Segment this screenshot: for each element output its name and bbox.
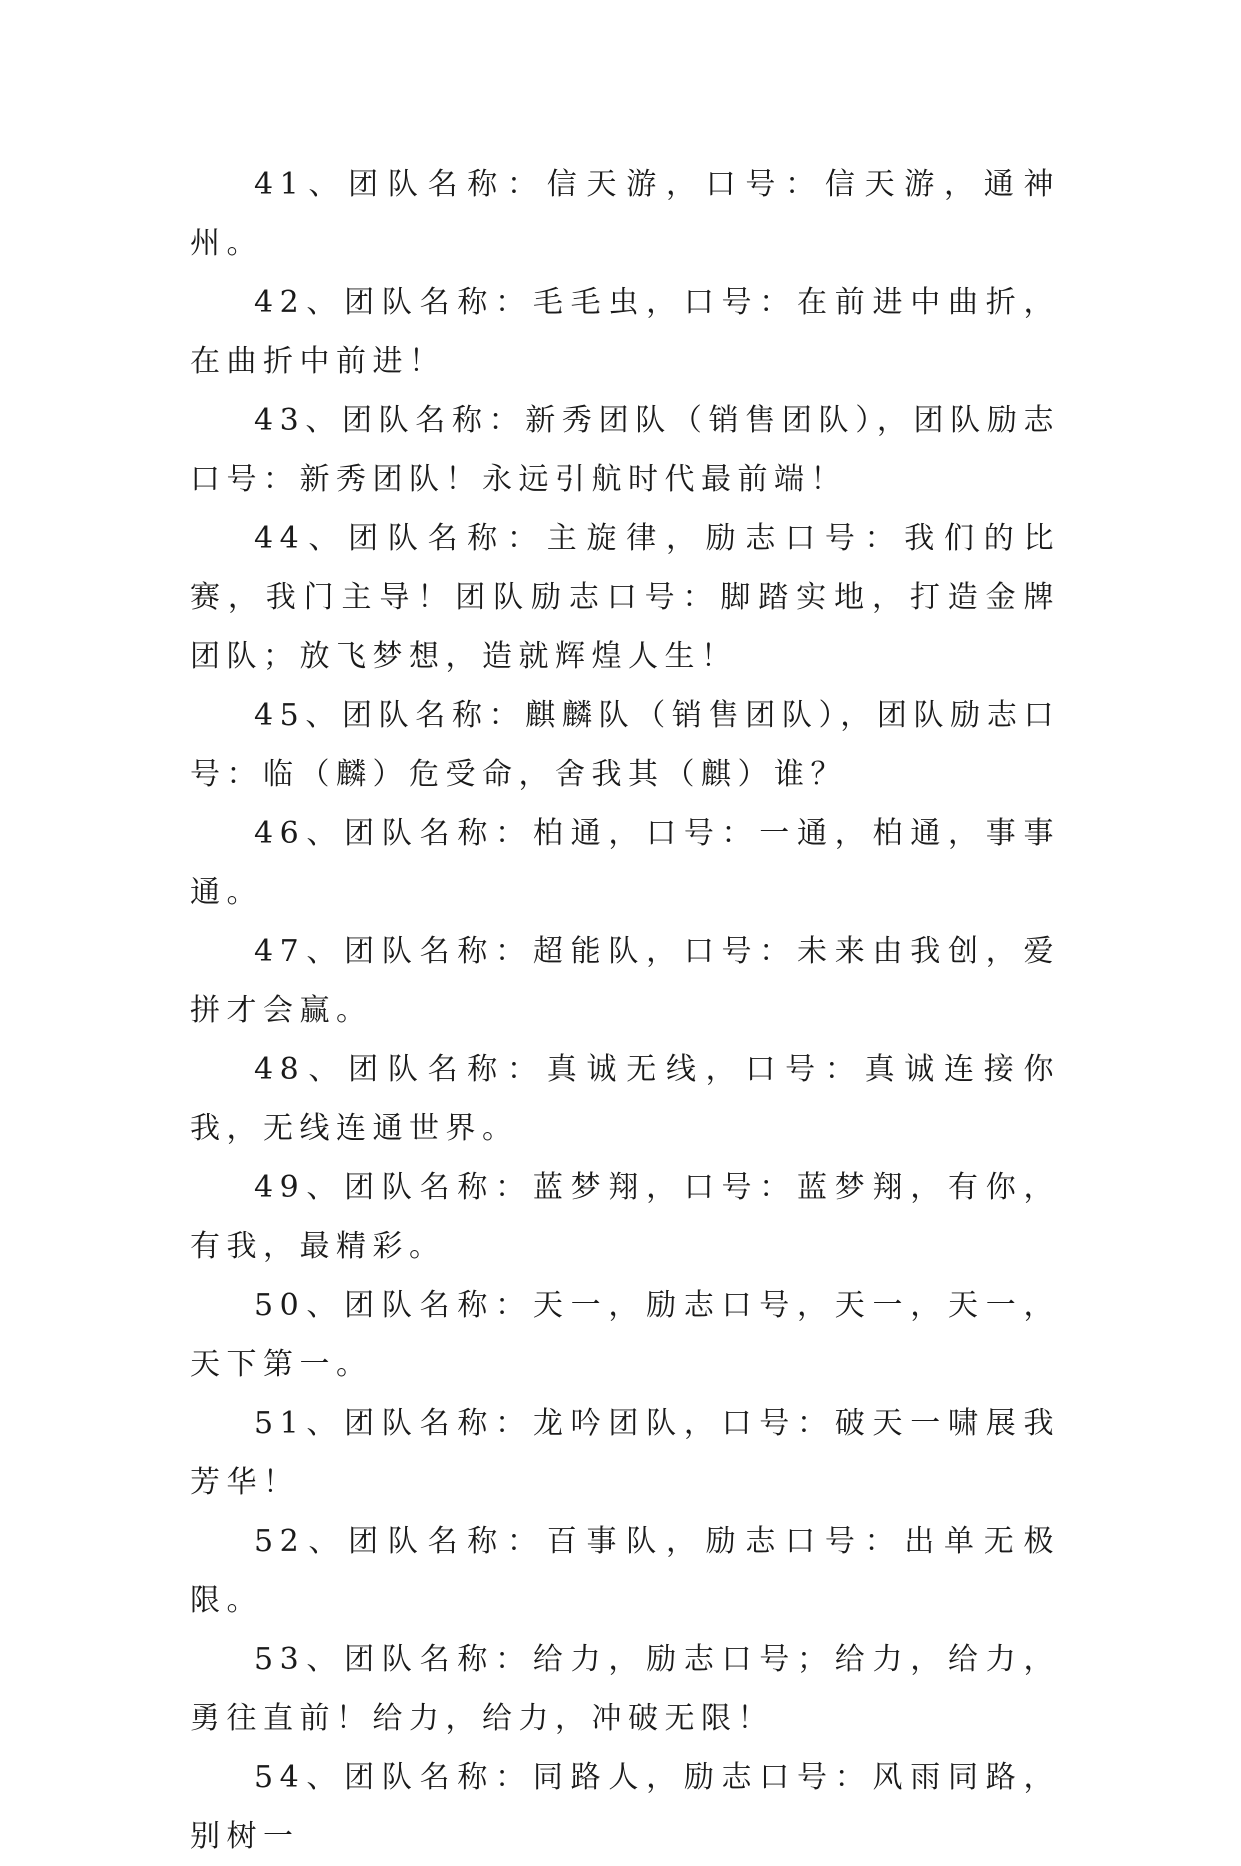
team-slogan-49: 49、团队名称：蓝梦翔，口号：蓝梦翔，有你，有我，最精彩。 — [190, 1170, 1060, 1264]
team-slogan-44: 44、团队名称：主旋律，励志口号：我们的比赛，我门主导！团队励志口号：脚踏实地，打造金牌团队；放飞梦想，造就辉煌人生！ — [190, 521, 1060, 674]
team-slogan-53: 53、团队名称：给力，励志口号；给力，给力，勇往直前！给力，给力，冲破无限！ — [190, 1642, 1060, 1736]
team-slogan-45: 45、团队名称：麒麟队（销售团队），团队励志口号：临（麟）危受命，舍我其（麒）谁？ — [190, 698, 1060, 792]
team-slogan-42: 42、团队名称：毛毛虫，口号：在前进中曲折，在曲折中前进！ — [190, 285, 1060, 379]
team-slogan-48: 48、团队名称：真诚无线，口号：真诚连接你我，无线连通世界。 — [190, 1052, 1060, 1146]
team-slogan-41: 41、团队名称：信天游，口号：信天游，通神州。 — [190, 167, 1060, 261]
team-slogan-46: 46、团队名称：柏通，口号：一通，柏通，事事通。 — [190, 816, 1060, 910]
team-slogan-51: 51、团队名称：龙吟团队，口号：破天一啸展我芳华！ — [190, 1406, 1060, 1500]
document-body — [190, 155, 1060, 1866]
team-slogan-52: 52、团队名称：百事队，励志口号：出单无极限。 — [190, 1524, 1060, 1618]
team-slogan-50: 50、团队名称：天一，励志口号，天一，天一，天下第一。 — [190, 1288, 1060, 1382]
team-slogan-47: 47、团队名称：超能队，口号：未来由我创，爱拼才会赢。 — [190, 934, 1060, 1028]
team-slogan-54: 54、团队名称：同路人，励志口号：风雨同路，别树一 — [190, 1760, 1060, 1854]
team-slogan-43: 43、团队名称：新秀团队（销售团队），团队励志口号：新秀团队！永远引航时代最前端！ — [190, 403, 1060, 497]
